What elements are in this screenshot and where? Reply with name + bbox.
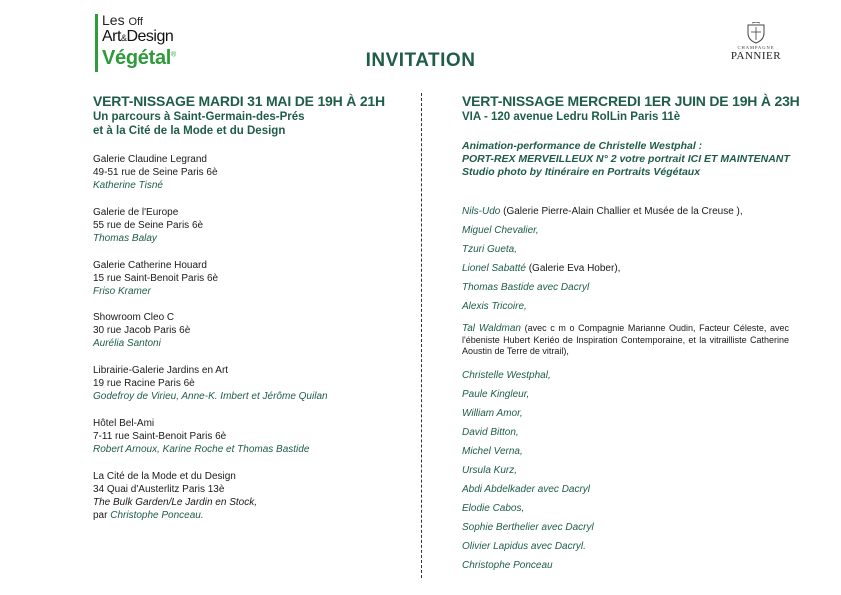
artist-item: Christelle Westphal, <box>462 370 551 381</box>
artist-item: Ursula Kurz, <box>462 465 518 476</box>
gallery-name: Hôtel Bel-Ami <box>93 418 155 429</box>
performance-line2: PORT-REX MERVEILLEUX N° 2 votre portrait ICI ET MAINTENANT <box>462 153 790 165</box>
gallery-address: 49-51 rue de Seine Paris 6è <box>93 167 218 178</box>
right-sub: VIA - 120 avenue Ledru RolLin Paris 11è <box>462 111 681 123</box>
gallery-name: Galerie de l'Europe <box>93 207 179 218</box>
artist-item: Nils-Udo (Galerie Pierre-Alain Challier et Musée de la Creuse ), <box>462 206 743 217</box>
brand-small: CHAMPAGNE <box>737 45 775 50</box>
left-header: VERT-NISSAGE MARDI 31 MAI DE 19H À 21H <box>93 93 385 109</box>
right-header: VERT-NISSAGE MERCREDI 1ER JUIN DE 19H À 23H <box>462 93 800 109</box>
artist-item: Christophe Ponceau <box>462 560 553 571</box>
work-title: The Bulk Garden/Le Jardin en Stock, <box>93 497 257 508</box>
pannier-logo <box>722 22 790 62</box>
gallery-artist: Thomas Balay <box>93 233 157 244</box>
artist-item: David Bitton, <box>462 427 519 438</box>
gallery-name: Galerie Claudine Legrand <box>93 154 207 165</box>
gallery-address: 15 rue Saint-Benoit Paris 6è <box>93 273 219 284</box>
brand-name: PANNIER <box>730 50 782 62</box>
artist-item: Tzuri Gueta, <box>462 244 518 255</box>
artist-item: Abdi Abdelkader avec Dacryl <box>462 484 591 495</box>
gallery-entry <box>93 417 309 456</box>
artist-item: Olivier Lapidus avec Dacryl. <box>462 541 586 552</box>
gallery-artist: Katherine Tisné <box>93 180 163 191</box>
gallery-entry <box>93 311 190 350</box>
logo-line2: Art&Design <box>102 28 174 45</box>
gallery-address: 34 Quai d'Austerlitz Paris 13è <box>93 484 225 495</box>
page-title: INVITATION <box>365 50 476 71</box>
artist-item-tal-waldman: Tal Waldman (avec c m o Compagnie Marianne Oudin, Facteur Céleste, avec l'ébeniste Hubert Keriéo de Inspiration Contemporaine, et la vitrailliste Catherine Aoustin de Terre de vitrail), <box>462 323 789 356</box>
gallery-entry <box>93 206 203 245</box>
gallery-name: Showroom Cleo C <box>93 312 175 323</box>
gallery-entry <box>93 153 218 192</box>
artist-item: Lionel Sabatté (Galerie Eva Hober), <box>462 263 621 274</box>
artist-item: Michel Verna, <box>462 446 523 457</box>
gallery-artist: Aurélia Santoni <box>93 338 161 349</box>
gallery-address: 55 rue de Seine Paris 6è <box>93 220 204 231</box>
crest-icon <box>744 22 768 44</box>
performance-line3: Studio photo by Itinéraire en Portraits Végétaux <box>462 166 701 178</box>
performance-line1: Animation-performance de Christelle Westphal : <box>462 140 703 152</box>
column-divider <box>421 93 422 578</box>
artist-item: Alexis Tricoire, <box>462 301 527 312</box>
artist-item: Thomas Bastide avec Dacryl <box>462 282 590 293</box>
artist-item: Paule Kingleur, <box>462 389 530 400</box>
work-credit: par Christophe Ponceau. <box>93 510 204 521</box>
artist-item: Miguel Chevalier, <box>462 225 539 236</box>
logo-line1: Les Off <box>102 12 143 28</box>
gallery-artist: Godefroy de Virieu, Anne-K. Imbert et Jérôme Quilan <box>93 391 328 402</box>
logo-line3: Végétal® <box>102 47 176 69</box>
gallery-artist: Robert Arnoux, Karine Roche et Thomas Bastide <box>93 444 310 455</box>
gallery-entry <box>93 259 218 298</box>
gallery-artist: Friso Kramer <box>93 286 151 297</box>
gallery-address: 7-11 rue Saint-Benoit Paris 6è <box>93 431 227 442</box>
artist-item: Elodie Cabos, <box>462 503 525 514</box>
artist-item: William Amor, <box>462 408 523 419</box>
left-sub2: et à la Cité de la Mode et du Design <box>93 125 286 137</box>
gallery-name: Galerie Catherine Houard <box>93 260 207 271</box>
left-sub1: Un parcours à Saint-Germain-des-Prés <box>93 111 305 123</box>
gallery-name: Librairie-Galerie Jardins en Art <box>93 365 229 376</box>
gallery-address: 19 rue Racine Paris 6è <box>93 378 195 389</box>
gallery-name: La Cité de la Mode et du Design <box>93 471 236 482</box>
artist-item: Sophie Berthelier avec Dacryl <box>462 522 594 533</box>
gallery-address: 30 rue Jacob Paris 6è <box>93 325 191 336</box>
gallery-entry <box>93 364 328 403</box>
gallery-entry <box>93 470 257 522</box>
gallery-artist: Christophe Ponceau. <box>110 510 204 521</box>
